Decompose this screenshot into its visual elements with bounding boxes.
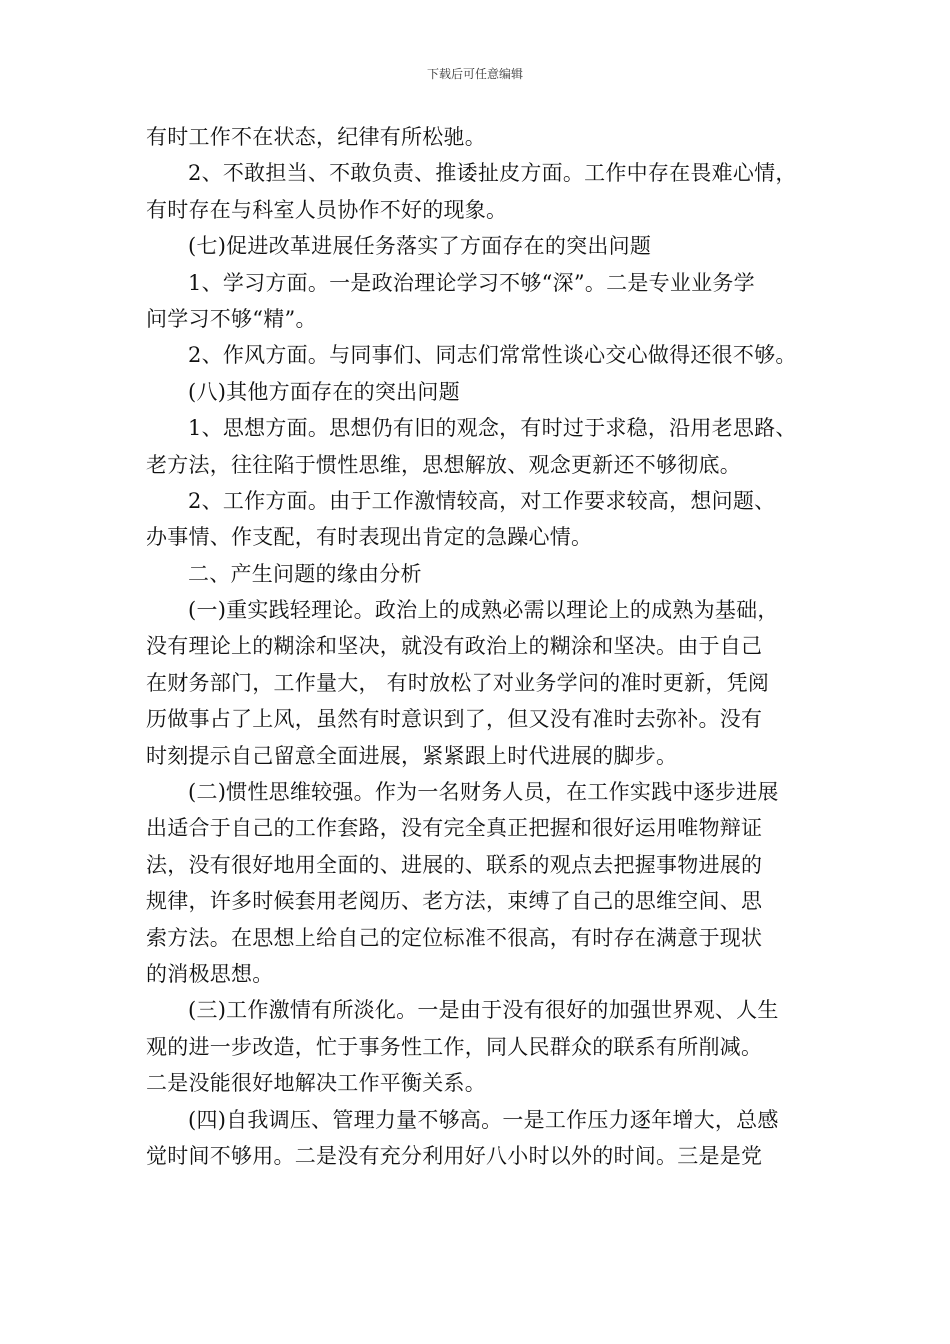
text-line-16: 在财务部门，工作量大， 有时放松了对业务学问的准时更新，凭阅 (146, 670, 770, 695)
text-line-9: 1、思想方面。思想仍有旧的观念，有时过于求稳，沿用老思路、 (188, 416, 797, 441)
text-line-7: 2、作风方面。与同事们、同志们常常性谈心交心做得还很不够。 (188, 343, 797, 368)
page-header-note: 下载后可任意编辑 (426, 67, 523, 81)
section-heading-two: 二、产生问题的缘由分析 (188, 561, 422, 586)
text-line-17: 历做事占了上风，虽然有时意识到了，但又没有准时去弥补。没有 (146, 707, 763, 732)
text-line-25: (三)工作激情有所淡化。一是由于没有很好的加强世界观、人生 (188, 998, 779, 1023)
text-line-19: (二)惯性思维较强。作为一名财务人员，在工作实践中逐步进展 (188, 780, 779, 805)
text-line-18: 时刻提示自己留意全面进展，紧紧跟上时代进展的脚步。 (146, 743, 678, 768)
document-body (146, 119, 808, 1174)
text-line-22: 规律，许多时候套用老阅历、老方法，束缚了自己的思维空间、思 (146, 889, 763, 914)
text-line-3: 有时存在与科室人员协作不好的现象。 (146, 197, 508, 222)
text-line-26: 观的进一步改造，忙于事务性工作，同人民群众的联系有所削减。 (146, 1034, 763, 1059)
text-line-1: 有时工作不在状态，纪律有所松驰。 (146, 125, 486, 149)
text-line-6: 问学习不够“精”。 (146, 306, 317, 331)
section-heading-qi: (七)促进改革进展任务落实了方面存在的突出问题 (188, 234, 652, 259)
text-line-12: 办事情、作支配，有时表现出肯定的急躁心情。 (146, 525, 593, 550)
text-line-23: 索方法。在思想上给自己的定位标准不很高，有时存在满意于现状 (146, 925, 763, 950)
text-line-29: 觉时间不够用。二是没有充分利用好八小时以外的时间。三是是党 (146, 1143, 763, 1168)
text-line-2: 2、不敢担当、不敢负责、推诿扯皮方面。工作中存在畏难心情， (188, 161, 797, 186)
text-line-15: 没有理论上的糊涂和坚决，就没有政治上的糊涂和坚决。由于自己 (146, 634, 763, 659)
text-line-11: 2、工作方面。由于工作激情较高，对工作要求较高，想问题、 (188, 488, 776, 513)
text-line-10: 老方法，往往陷于惯性思维，思想解放、观念更新还不够彻底。 (146, 452, 741, 477)
text-line-21: 法，没有很好地用全面的、进展的、联系的观点去把握事物进展的 (146, 852, 763, 877)
section-heading-ba: (八)其他方面存在的突出问题 (188, 379, 460, 404)
text-line-5: 1、学习方面。一是政治理论学习不够“深”。二是专业业务学 (188, 270, 755, 295)
text-line-20: 出适合于自己的工作套路，没有完全真正把握和很好运用唯物辩证 (146, 816, 763, 841)
text-line-27: 二是没能很好地解决工作平衡关系。 (146, 1071, 486, 1096)
text-line-24: 的消极思想。 (146, 961, 274, 986)
text-line-28: (四)自我调压、管理力量不够高。一是工作压力逐年增大，总感 (188, 1107, 779, 1132)
text-line-14: (一)重实践轻理论。政治上的成熟必需以理论上的成熟为基础， (188, 598, 779, 623)
